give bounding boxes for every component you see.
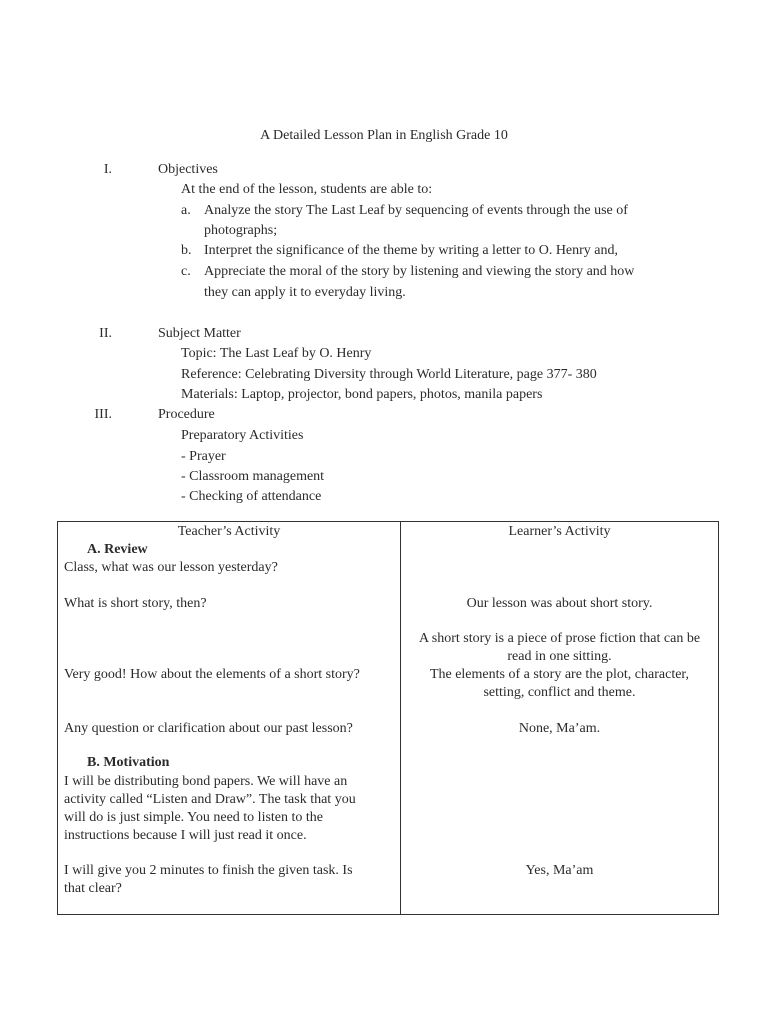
learner-line: read in one sitting. — [507, 649, 612, 664]
teacher-line: Any question or clarification about our past lesson? — [64, 721, 353, 736]
learner-line: The elements of a story are the plot, character, — [429, 667, 690, 682]
objective-letter: b. — [181, 243, 192, 258]
motivation-heading: B. Motivation — [87, 755, 170, 770]
objective-text: they can apply it to everyday living. — [204, 285, 406, 300]
preparatory-item: - Classroom management — [181, 469, 325, 484]
learner-line: setting, conflict and theme. — [483, 685, 636, 700]
teacher-line: Very good! How about the elements of a short story? — [64, 667, 360, 682]
learner-line: Yes, Ma’am — [525, 863, 594, 878]
teacher-line: Class, what was our lesson yesterday? — [64, 560, 278, 575]
objectives-heading: Objectives — [158, 162, 218, 177]
learner-line: Our lesson was about short story. — [466, 596, 653, 611]
activity-table — [57, 521, 719, 915]
materials-line: Materials: Laptop, projector, bond papers, photos, manila papers — [181, 387, 543, 402]
teacher-activity-column — [58, 522, 401, 915]
teacher-line: will do is just simple. You need to listen to the — [64, 810, 324, 825]
teacher-line: activity called “Listen and Draw”. The task that you — [64, 792, 356, 807]
teacher-activity-header: Teacher’s Activity — [177, 524, 281, 539]
topic-line: Topic: The Last Leaf by O. Henry — [181, 346, 372, 361]
teacher-line: I will be distributing bond papers. We will have an — [64, 774, 348, 789]
document-title: A Detailed Lesson Plan in English Grade 10 — [260, 128, 508, 143]
objective-text: photographs; — [204, 223, 278, 238]
objective-text: Interpret the significance of the theme by writing a letter to O. Henry and, — [204, 243, 619, 258]
reference-line: Reference: Celebrating Diversity through World Literature, page 377- 380 — [181, 367, 597, 382]
objective-letter: c. — [181, 264, 191, 279]
preparatory-item: - Prayer — [181, 449, 226, 464]
teacher-line: that clear? — [64, 881, 122, 896]
learner-activity-column — [401, 522, 719, 915]
preparatory-item: - Checking of attendance — [181, 489, 322, 504]
objective-letter: a. — [181, 203, 191, 218]
learner-line: None, Ma’am. — [518, 721, 601, 736]
objectives-numeral: I. — [103, 162, 112, 177]
procedure-numeral: III. — [94, 407, 112, 422]
teacher-line: I will give you 2 minutes to finish the given task. Is — [64, 863, 353, 878]
subject-matter-numeral: II. — [99, 326, 112, 341]
table-row — [58, 522, 719, 915]
objective-text: Appreciate the moral of the story by listening and viewing the story and how — [204, 264, 635, 279]
teacher-line: instructions because I will just read it once. — [64, 828, 307, 843]
objective-text: Analyze the story The Last Leaf by sequencing of events through the use of — [204, 203, 628, 218]
subject-matter-heading: Subject Matter — [158, 326, 241, 341]
learner-activity-header: Learner’s Activity — [508, 524, 611, 539]
review-heading: A. Review — [87, 542, 148, 557]
teacher-line: What is short story, then? — [64, 596, 207, 611]
procedure-heading: Procedure — [158, 407, 215, 422]
learner-line: A short story is a piece of prose fiction that can be — [418, 631, 701, 646]
objectives-intro: At the end of the lesson, students are able to: — [181, 182, 433, 197]
preparatory-heading: Preparatory Activities — [181, 428, 304, 443]
